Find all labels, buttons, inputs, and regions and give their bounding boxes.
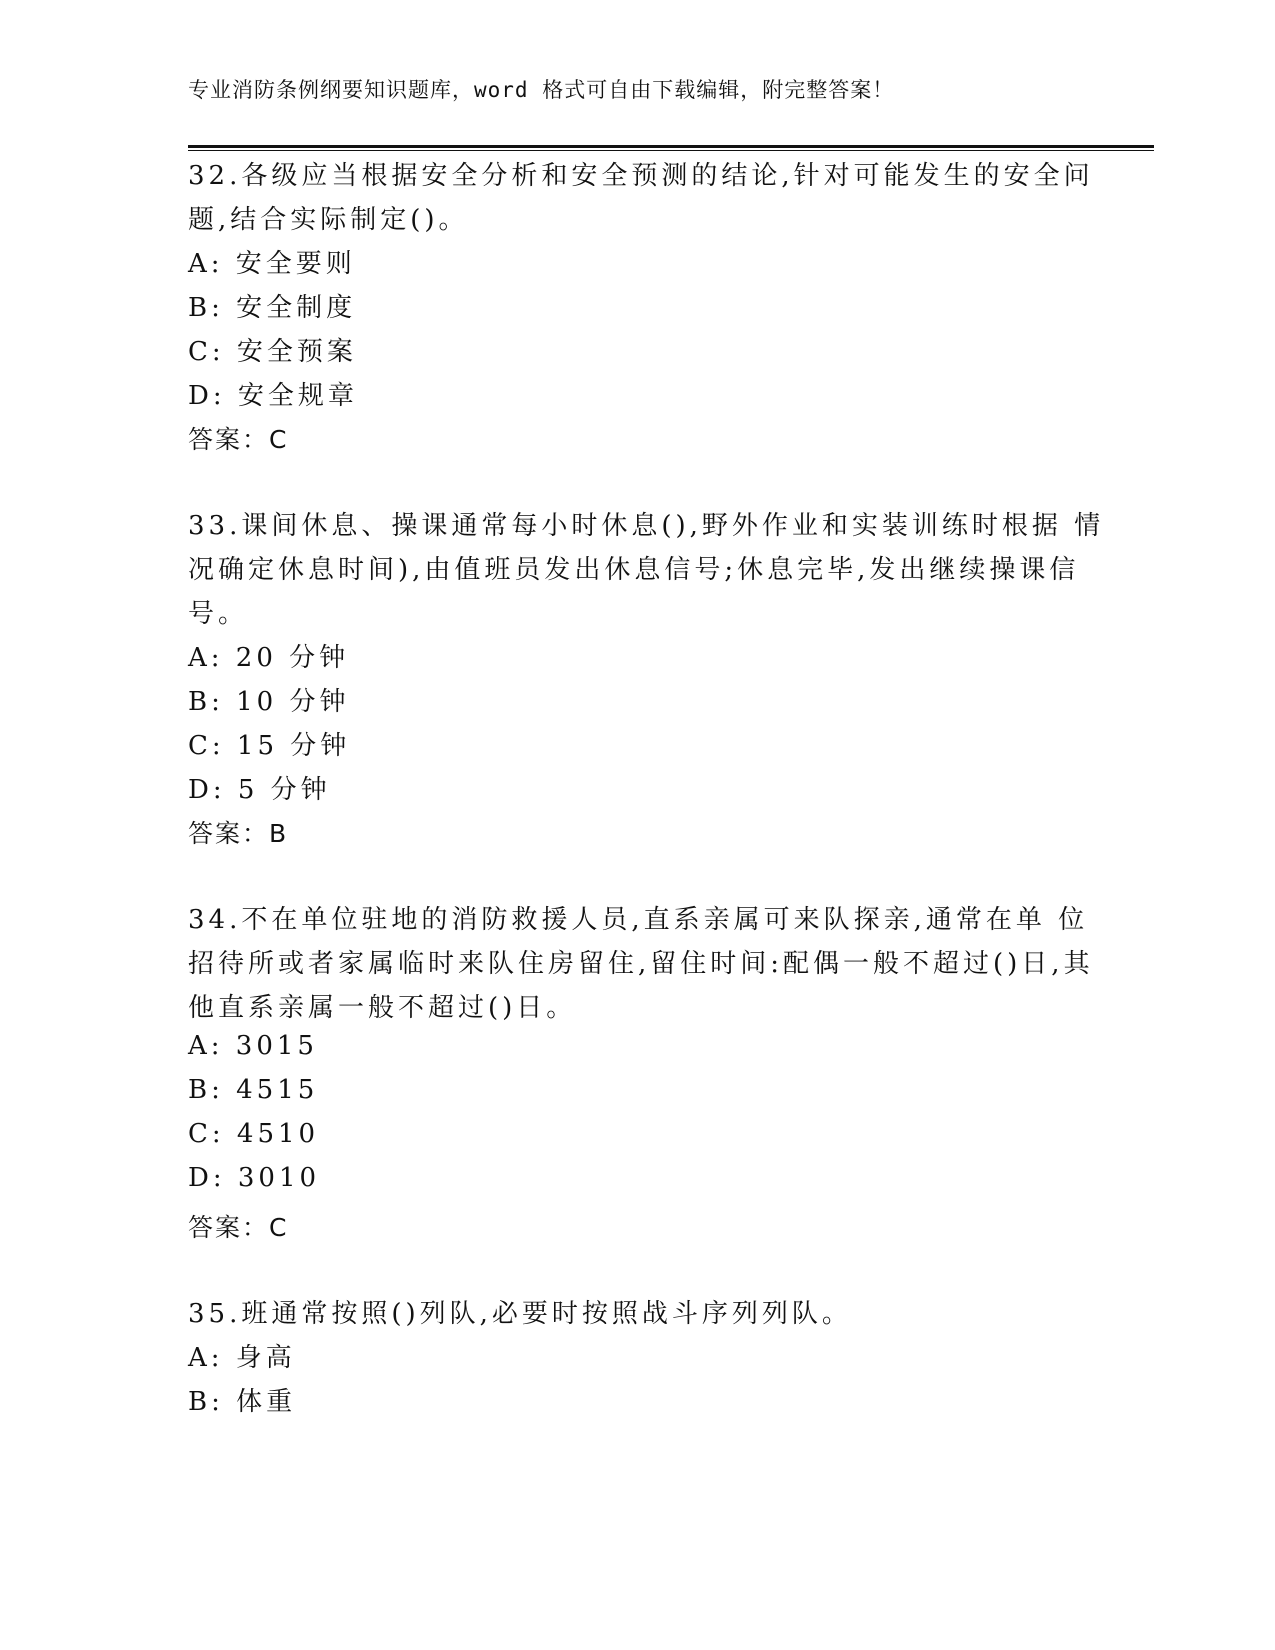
option-a: A: 20 分钟: [188, 643, 350, 673]
option-d: D: 3010: [188, 1163, 321, 1193]
answer: 答案：B: [188, 819, 289, 848]
option-b: B: 体重: [188, 1387, 297, 1417]
option-a: A: 身高: [188, 1343, 296, 1373]
question-text-line: 招待所或者家属临时来队住房留住,留住时间:配偶一般不超过()日,其: [188, 949, 1094, 979]
option-d: D: 5 分钟: [188, 775, 331, 805]
option-a: A: 3015: [188, 1031, 318, 1061]
question-text-line: 题,结合实际制定()。: [188, 205, 469, 235]
option-c: C: 4510: [188, 1119, 320, 1149]
question-text-line: 33.课间休息、操课通常每小时休息(),野外作业和实装训练时根据 情: [188, 511, 1105, 541]
option-d: D: 安全规章: [188, 381, 358, 411]
question-text-line: 32.各级应当根据安全分析和安全预测的结论,针对可能发生的安全问: [188, 161, 1094, 191]
option-b: B: 10 分钟: [188, 687, 350, 717]
option-b: B: 安全制度: [188, 293, 357, 323]
option-c: C: 15 分钟: [188, 731, 351, 761]
question-text-line: 他直系亲属一般不超过()日。: [188, 993, 577, 1023]
question-text-line: 号。: [188, 599, 249, 629]
question-text-line: 34.不在单位驻地的消防救援人员,直系亲属可来队探亲,通常在单 位: [188, 905, 1089, 935]
header-divider: [188, 145, 1154, 151]
option-a: A: 安全要则: [188, 249, 356, 279]
question-text-line: 况确定休息时间),由值班员发出休息信号;休息完毕,发出继续操课信: [188, 555, 1080, 585]
answer: 答案：C: [188, 425, 289, 454]
answer: 答案：C: [188, 1213, 289, 1242]
question-text-line: 35.班通常按照()列队,必要时按照战斗序列列队。: [188, 1299, 852, 1329]
option-b: B: 4515: [188, 1075, 319, 1105]
page-header: 专业消防条例纲要知识题库，word 格式可自由下载编辑，附完整答案！: [188, 78, 895, 102]
option-c: C: 安全预案: [188, 337, 357, 367]
